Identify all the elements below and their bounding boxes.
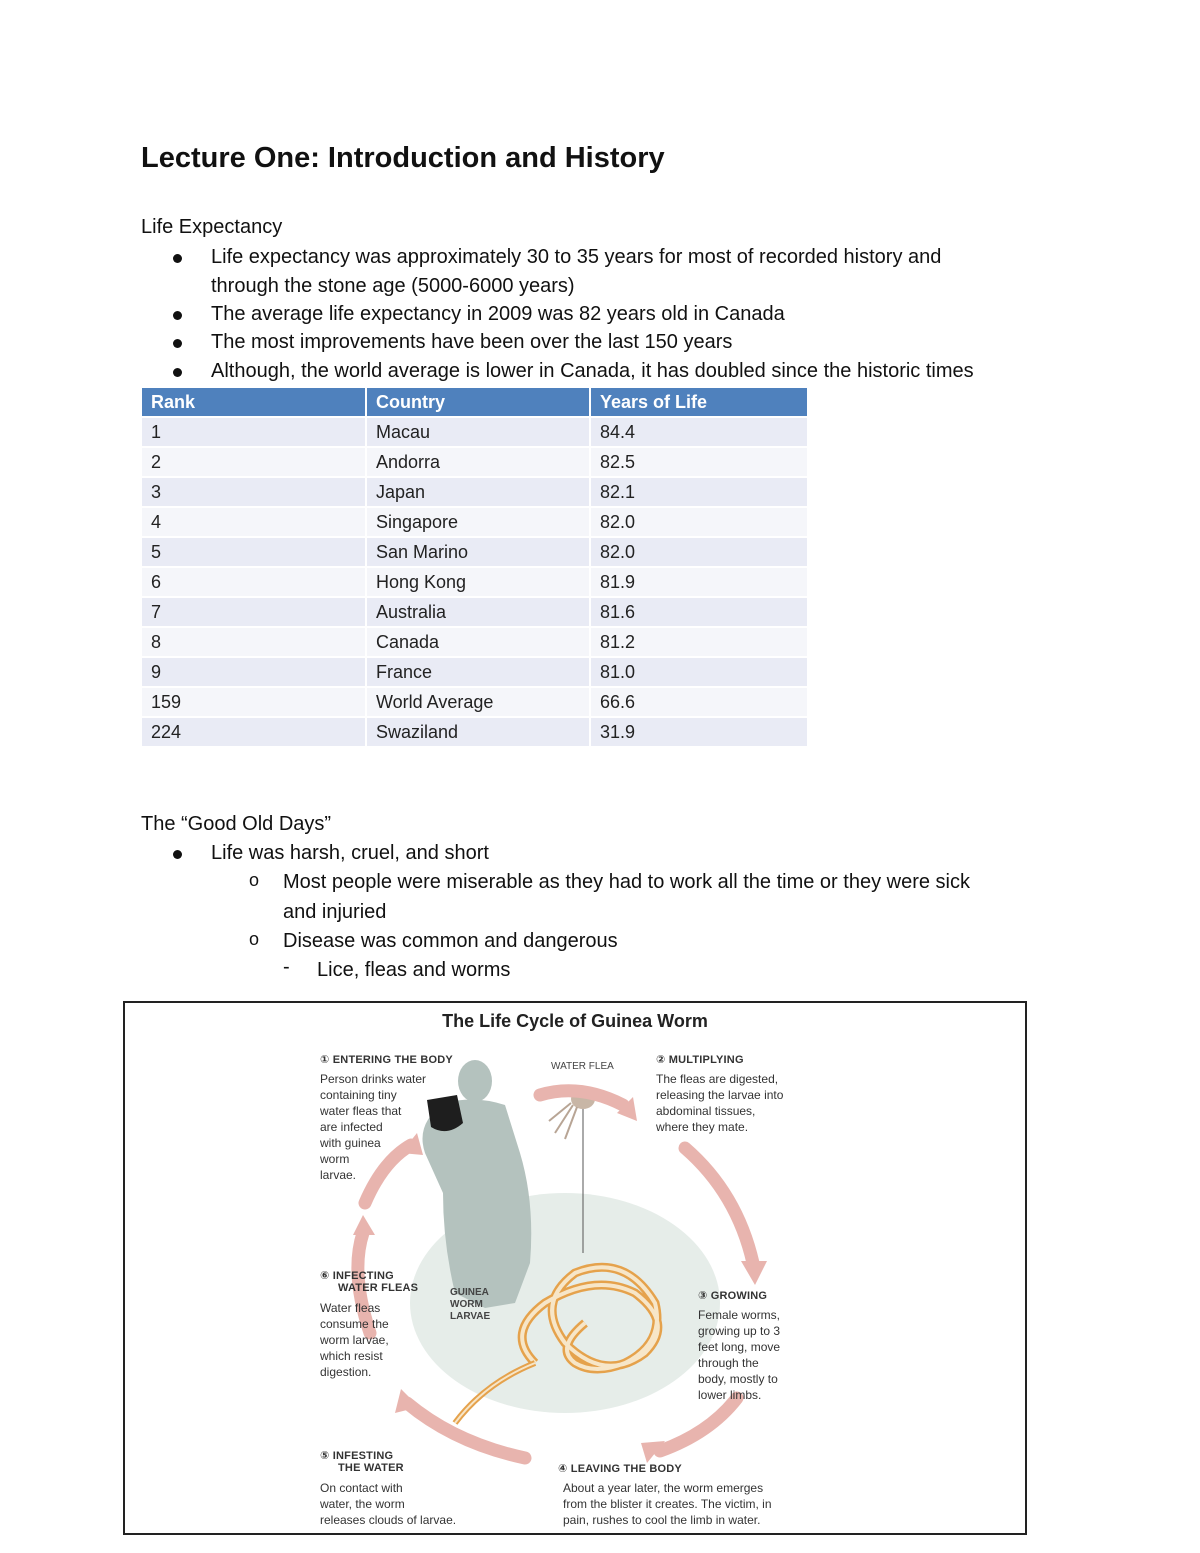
sub-bullet-text: Disease was common and dangerous — [283, 930, 618, 952]
table-row — [142, 417, 808, 447]
cell-rank: 8 — [142, 627, 366, 657]
cell-years: 81.6 — [590, 597, 808, 627]
bullet-text: Life was harsh, cruel, and short — [211, 842, 489, 864]
section-heading-life-expectancy: Life Expectancy — [141, 216, 283, 238]
stage-5-heading: ⑤ INFESTING — [320, 1450, 394, 1462]
cell-years: 66.6 — [590, 687, 808, 717]
water-flea-label: WATER FLEA — [551, 1061, 614, 1072]
sub-bullet-circle-icon: o — [249, 929, 260, 949]
page-title: Lecture One: Introduction and History — [141, 142, 665, 174]
bullet-text: Although, the world average is lower in Canada, it has doubled since the historic times — [211, 360, 974, 382]
cell-years: 84.4 — [590, 417, 808, 447]
drinking-cup-icon — [427, 1095, 463, 1131]
guinea-worm-lifecycle-figure — [123, 1001, 1027, 1535]
cell-years: 82.0 — [590, 537, 808, 567]
cell-rank: 159 — [142, 687, 366, 717]
cell-rank: 1 — [142, 417, 366, 447]
sub-bullet-text: Most people were miserable as they had to work all the time or they were sick — [283, 871, 970, 893]
stage-2-text: The fleas are digested, releasing the larvae into abdominal tissues, where they mate. — [656, 1072, 784, 1134]
cell-country: Canada — [366, 627, 590, 657]
table-row — [142, 717, 808, 746]
section-heading-good-old-days: The “Good Old Days” — [141, 813, 332, 835]
cell-country: Andorra — [366, 447, 590, 477]
header-years-of-life: Years of Life — [590, 388, 808, 417]
cell-country: Japan — [366, 477, 590, 507]
stage-4-text: About a year later, the worm emerges from the blister it creates. The victim, in pain, rushes to cool the limb in water. — [563, 1481, 772, 1527]
cell-rank: 6 — [142, 567, 366, 597]
bullet-text-continuation: through the stone age (5000-6000 years) — [211, 275, 575, 297]
bullet-dot-icon — [173, 368, 182, 377]
cell-rank: 3 — [142, 477, 366, 507]
cell-years: 82.5 — [590, 447, 808, 477]
stage-4-heading: ④ LEAVING THE BODY — [558, 1463, 682, 1475]
table-header-row — [142, 388, 808, 417]
dash-bullet-icon: - — [283, 956, 290, 978]
cell-years: 82.1 — [590, 477, 808, 507]
larvae-label-line: GUINEA — [450, 1287, 489, 1298]
cell-rank: 5 — [142, 537, 366, 567]
cell-country: San Marino — [366, 537, 590, 567]
cell-country: Hong Kong — [366, 567, 590, 597]
larvae-label-line: LARVAE — [450, 1311, 491, 1322]
cell-country: World Average — [366, 687, 590, 717]
cell-years: 81.9 — [590, 567, 808, 597]
stage-1-text: Person drinks water containing tiny water fleas that are infected with guinea worm larvae. — [320, 1072, 427, 1182]
cell-rank: 7 — [142, 597, 366, 627]
figure-title: The Life Cycle of Guinea Worm — [442, 1011, 708, 1031]
sub-bullet-circle-icon: o — [249, 870, 260, 890]
stage-2-heading: ② MULTIPLYING — [656, 1054, 744, 1066]
cell-rank: 224 — [142, 717, 366, 746]
bullet-text: The most improvements have been over the last 150 years — [211, 331, 733, 353]
cell-country: France — [366, 657, 590, 687]
table-row — [142, 507, 808, 537]
table-row — [142, 477, 808, 507]
life-expectancy-table — [142, 388, 809, 746]
cell-rank: 2 — [142, 447, 366, 477]
arrow-3-to-4 — [660, 1398, 737, 1451]
table-row — [142, 687, 808, 717]
bullet-dot-icon — [173, 254, 182, 263]
cell-country: Singapore — [366, 507, 590, 537]
cell-years: 82.0 — [590, 507, 808, 537]
cell-years: 31.9 — [590, 717, 808, 746]
cell-country: Swaziland — [366, 717, 590, 746]
sub-bullet-text-continuation: and injuried — [283, 901, 387, 923]
stage-3-heading: ③ GROWING — [698, 1290, 768, 1302]
bullet-text: The average life expectancy in 2009 was 82 years old in Canada — [211, 303, 785, 325]
cell-country: Macau — [366, 417, 590, 447]
table-row — [142, 447, 808, 477]
table-row — [142, 567, 808, 597]
stage-3-text: Female worms, growing up to 3 feet long, move through the body, mostly to lower limbs. — [698, 1308, 781, 1402]
bullet-text: Life expectancy was approximately 30 to 35 years for most of recorded history and — [211, 246, 942, 268]
stage-6-heading-line-2: WATER FLEAS — [338, 1282, 419, 1294]
bullet-dot-icon — [173, 850, 182, 859]
cell-country: Australia — [366, 597, 590, 627]
cell-years: 81.0 — [590, 657, 808, 687]
table-row — [142, 657, 808, 687]
bullet-dot-icon — [173, 339, 182, 348]
cell-rank: 9 — [142, 657, 366, 687]
stage-1-heading: ① ENTERING THE BODY — [320, 1054, 453, 1066]
stage-5-text: On contact with water, the worm releases clouds of larvae. — [320, 1481, 457, 1527]
header-rank: Rank — [142, 388, 366, 417]
bullet-dot-icon — [173, 311, 182, 320]
header-country: Country — [366, 388, 590, 417]
cell-years: 81.2 — [590, 627, 808, 657]
table-row — [142, 597, 808, 627]
lifecycle-illustration — [125, 1003, 1025, 1533]
table-row — [142, 627, 808, 657]
larvae-label-line: WORM — [450, 1299, 483, 1310]
stage-6-text: Water fleas consume the worm larvae, which resist digestion. — [320, 1301, 389, 1379]
table-row — [142, 537, 808, 567]
stage-5-heading-line-2: THE WATER — [338, 1462, 404, 1474]
stage-6-heading: ⑥ INFECTING — [320, 1270, 394, 1282]
dash-bullet-text: Lice, fleas and worms — [317, 959, 511, 981]
cell-rank: 4 — [142, 507, 366, 537]
